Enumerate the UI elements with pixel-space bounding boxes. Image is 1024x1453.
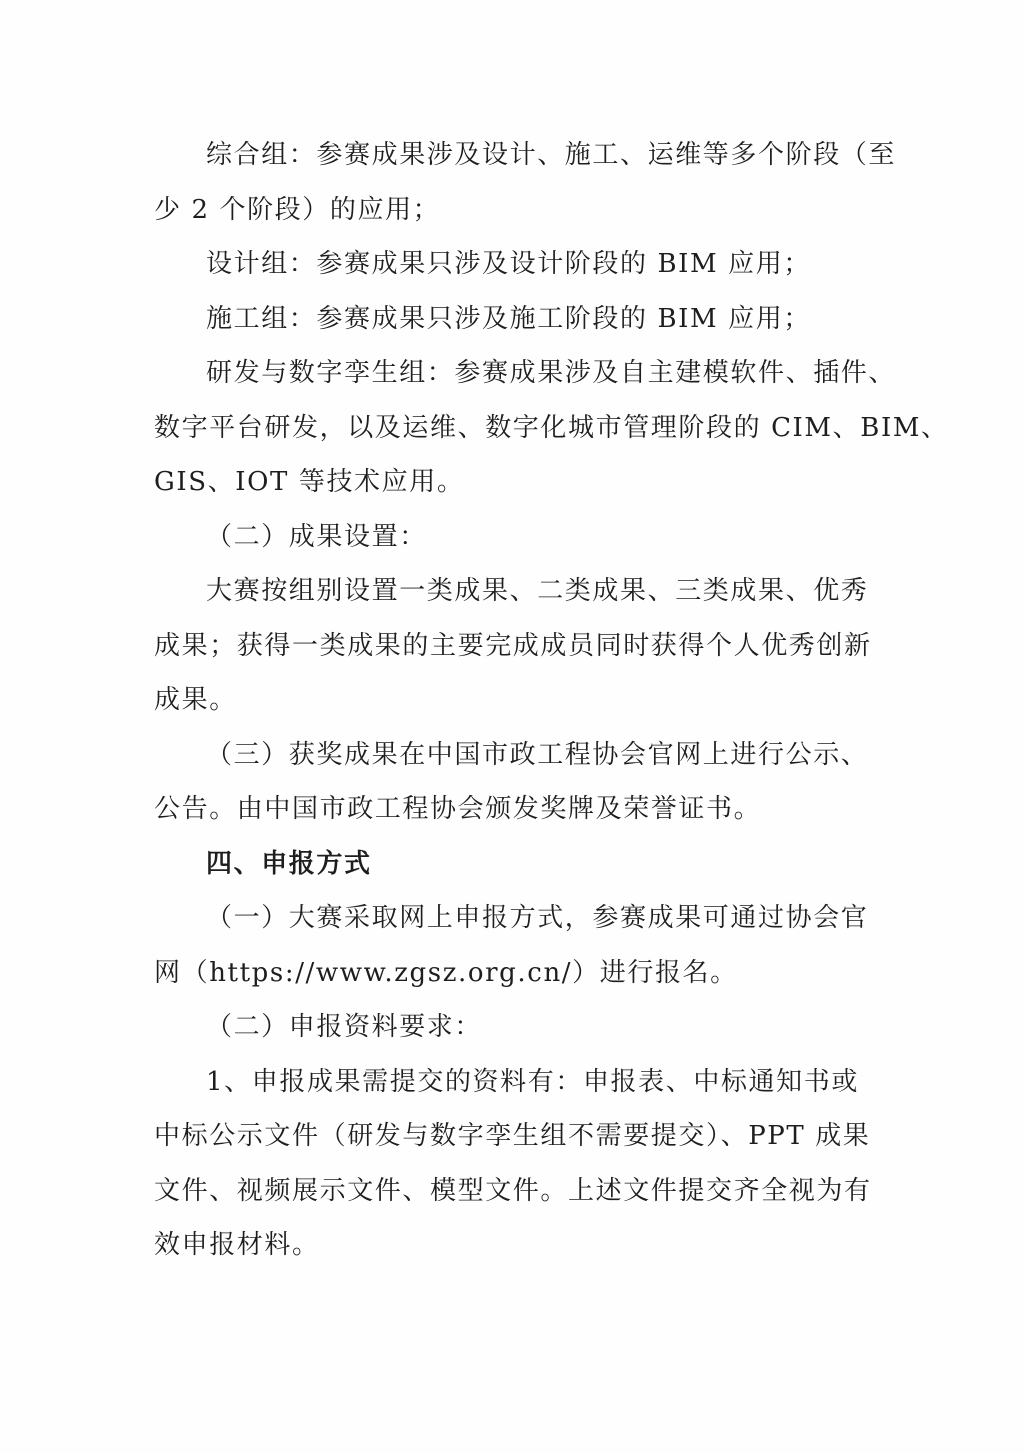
paragraph-online-application [154, 891, 869, 1000]
text-line: 公告。由中国市政工程协会颁发奖牌及荣誉证书。 [154, 794, 762, 824]
text-line: GIS、IOT 等技术应用。 [154, 467, 465, 497]
paragraph-design-group [154, 237, 864, 292]
text-line: 网（https://www.zgsz.org.cn/）进行报名。 [154, 957, 738, 988]
text-line: （二）成果设置： [206, 521, 427, 552]
text-line: 成果；获得一类成果的主要完成成员同时获得个人优秀创新 [154, 630, 872, 661]
text-line: 综合组：参赛成果涉及设计、施工、运维等多个阶段（至 [206, 140, 897, 170]
section-heading-application-method [154, 837, 864, 892]
text-line: （二）申报资料要求： [206, 1012, 483, 1042]
text-line: 效申报材料。 [154, 1230, 320, 1260]
text-line: 研发与数字孪生组：参赛成果涉及自主建模软件、插件、 [206, 358, 897, 388]
paragraph-rd-digital-twin-group [154, 346, 949, 510]
text-line: 施工组：参赛成果只涉及施工阶段的 BIM 应用； [206, 303, 811, 334]
text-line: 数字平台研发，以及运维、数字化城市管理阶段的 CIM、BIM、 [154, 412, 949, 443]
paragraph-results-setting-title [154, 510, 864, 565]
paragraph-comprehensive-group [154, 128, 897, 237]
text-line: （一）大赛采取网上申报方式，参赛成果可通过协会官 [206, 903, 869, 933]
text-line: 文件、视频展示文件、模型文件。上述文件提交齐全视为有 [154, 1175, 872, 1206]
text-line: 1、申报成果需提交的资料有：申报表、中标通知书或 [206, 1066, 859, 1097]
document-body [154, 128, 949, 1273]
text-line: 少 2 个阶段）的应用； [154, 194, 441, 225]
text-line: 大赛按组别设置一类成果、二类成果、三类成果、优秀 [206, 576, 869, 606]
text-line: （三）获奖成果在中国市政工程协会官网上进行公示、 [206, 739, 869, 770]
text-line: 成果。 [154, 685, 237, 715]
paragraph-materials-title [154, 1000, 864, 1055]
text-line: 设计组：参赛成果只涉及设计阶段的 BIM 应用； [206, 249, 811, 279]
paragraph-materials-list [154, 1055, 872, 1273]
paragraph-publicity [154, 728, 869, 837]
heading-text: 四、申报方式 [206, 848, 372, 879]
text-line: 中标公示文件（研发与数字孪生组不需要提交）、PPT 成果 [154, 1121, 871, 1151]
paragraph-results-setting [154, 564, 872, 728]
paragraph-construction-group [154, 292, 864, 347]
